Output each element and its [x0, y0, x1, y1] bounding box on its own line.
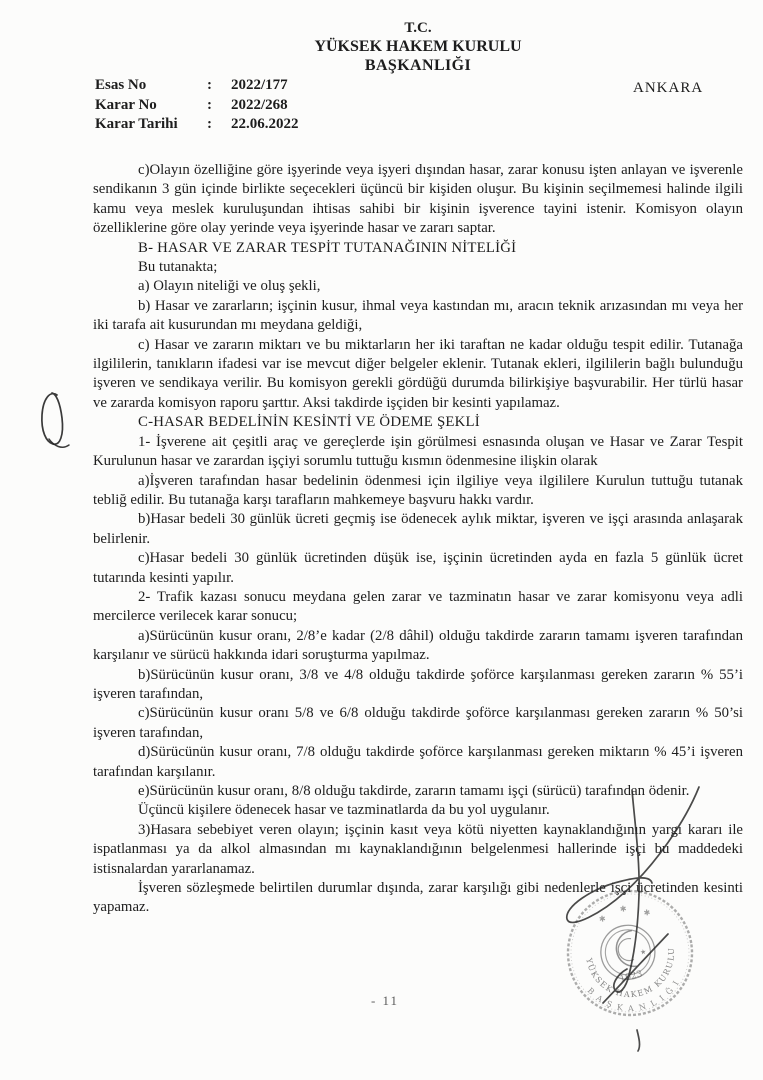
section-heading-b: B- HASAR VE ZARAR TESPİT TUTANAĞININ NİTELİĞİ: [138, 239, 517, 256]
paragraph: c)Sürücünün kusur oranı 5/8 ve 6/8 olduğu takdirde şoförce karşılanması gereken zararın % 50’si işveren tarafından,: [93, 705, 743, 741]
handwritten-initial-mark: [30, 385, 90, 455]
section-heading-c: C-HASAR BEDELİNİN KESİNTİ VE ÖDEME ŞEKLİ: [138, 414, 480, 431]
seal-outer-ring-speckle: [563, 886, 696, 1019]
paragraph: a)Sürücünün kusur oranı, 2/8’e kadar (2/8 dâhil) olduğu takdirde zararın tamamı işveren tarafından karşılanır ve sürücü hakkında idari soruşturma yapılmaz.: [93, 627, 743, 664]
letterhead-republic: T.C.: [404, 20, 432, 36]
paragraph: d)Sürücünün kusur oranı, 7/8 olduğu takdirde şoförce karşılanması gereken miktarın % 45’i işveren tarafından karşılanır.: [93, 744, 743, 780]
paragraph: e)Sürücünün kusur oranı, 8/8 olduğu takdirde, zararın tamamı işçi (sürücü) tarafından ödenir.: [138, 783, 690, 799]
seal-outer-ring: [560, 883, 700, 1023]
crescent-star-icon: ★: [639, 947, 647, 957]
paragraph: a) Olayın niteliği ve oluş şekli,: [138, 278, 321, 295]
meta-value: 22.06.2022: [231, 116, 299, 132]
paragraph: c)Olayın özelliğine göre işyerinde veya işyeri dışından hasar, zarar konusu işten anlayan ve işverenle sendikanın 3 gün içinde birlikte seçecekleri üçüncü bir kişiden oluşur. Bu kişinin seçilmemesi halinde ilgili kamu veya meslek kuruluşundan ihtisas sahibi bir kişinin işverence tayini istenir. Komisyon olayın özelliklerine göre olay yerinde veya işyerinde hasar ve zararı saptar.: [93, 162, 743, 237]
meta-value: 2022/177: [231, 77, 288, 93]
decision-body: [93, 161, 743, 918]
paragraph: c) Hasar ve zararın miktarı ve bu miktarların her iki taraftan ne kadar olduğu tespit edilir. Tutanağa ilgililerin, tanıkların ifadesi var ise mevcut diğer belgeler eklenir. Tutanak ekleri, ilgililerin bağlı bulunduğu işveren ve sendikaya verilir. Bu komisyon gerekli gördüğü durumda bilirkişiye başvurabilir. Her türlü hasar ve zararda komisyon raporu şarttır. Aksi takdirde işçiden bir kesinti yapılamaz.: [93, 336, 743, 411]
letterhead-institution: YÜKSEK HAKEM KURULU: [314, 37, 522, 55]
meta-row-esas: [95, 76, 299, 96]
meta-label: Esas No: [95, 77, 147, 93]
case-meta: [95, 76, 299, 135]
meta-label: Karar No: [95, 96, 157, 113]
letterhead-office: BAŞKANLIĞI: [364, 56, 472, 74]
seal-star-center: ✱: [619, 904, 628, 914]
seal-arc-text-bottom: BAŞKANLIĞI: [585, 974, 684, 1014]
meta-row-tarih: [95, 115, 299, 135]
meta-colon: :: [207, 116, 212, 132]
seal-year: 1923: [618, 969, 644, 985]
meta-colon: :: [207, 77, 212, 93]
official-seal: [558, 881, 704, 1027]
meta-row-karar: [95, 96, 299, 116]
paragraph: Üçüncü kişilere ödenecek hasar ve tazminatlarda da bu yol uygulanır.: [138, 802, 550, 819]
meta-label: Karar Tarihi: [95, 116, 178, 132]
letterhead: [93, 20, 743, 75]
paragraph: İşveren sözleşmede belirtilen durumlar dışında, zarar karşılığı gibi nedenlerle işçi ücretinden kesinti yapamaz.: [93, 880, 743, 916]
crescent-icon: [614, 931, 637, 969]
paragraph: 1- İşverene ait çeşitli araç ve gereçlerde işin görülmesi esnasında oluşan ve Hasar ve Zarar Tespit Kurulunun hasar ve zarardan işçiyi sorumlu tuttuğu kısmın ödenmesine ilişkin olarak: [93, 433, 743, 470]
paragraph: 3)Hasara sebebiyet veren olayın; işçinin kasıt veya kötü niyetten kaynaklandığının yargı kararı ile ispatlanması ya da alkol almasından mı kaynaklandığının belgelenmesi hallerinde işçi bu maddedeki istisnalardan yararlanamaz.: [93, 821, 743, 877]
city-label: ANKARA: [633, 80, 704, 96]
meta-colon: :: [207, 96, 212, 113]
seal-star-right: ✱: [642, 907, 651, 918]
page-number: - 11: [370, 993, 400, 1008]
paragraph: a)İşveren tarafından hasar bedelinin ödenmesi için ilgiliye veya ilgililere Kurulun tuttuğu tutanak tebliğ edilir. Bu tutanağa karşı tarafların mahkemeye başvuru hakkı vardır.: [93, 472, 743, 508]
paragraph: b)Hasar bedeli 30 günlük ücreti geçmiş ise ödenecek aylık miktar, işveren ve işçi arasında anlaşarak belirlenir.: [93, 511, 743, 547]
paragraph: b) Hasar ve zararların; işçinin kusur, ihmal veya kastından mı, aracın teknik arızasından mı veya her iki tarafa ait kusurundan mı meydana geldiği,: [93, 297, 743, 334]
paragraph: b)Sürücünün kusur oranı, 3/8 ve 4/8 olduğu takdirde şoförce karşılanması gereken zararın % 55’i işveren tarafından,: [93, 666, 743, 702]
meta-value: 2022/268: [231, 96, 288, 113]
seal-arc-text-main: YÜKSEK HAKEM KURULU: [584, 946, 677, 1000]
paragraph: c)Hasar bedeli 30 günlük ücretinden düşük ise, işçinin ücretinden ayda en fazla 5 günlük ücret tutarında kesinti yapılır.: [93, 550, 743, 586]
paragraph: Bu tutanakta;: [138, 259, 218, 276]
seal-star-left: ✱: [598, 914, 607, 924]
paragraph: 2- Trafik kazası sonucu meydana gelen zarar ve tazminatın hasar ve zarar komisyonu veya adli mercilerce verilecek karar sonucu;: [93, 588, 743, 625]
